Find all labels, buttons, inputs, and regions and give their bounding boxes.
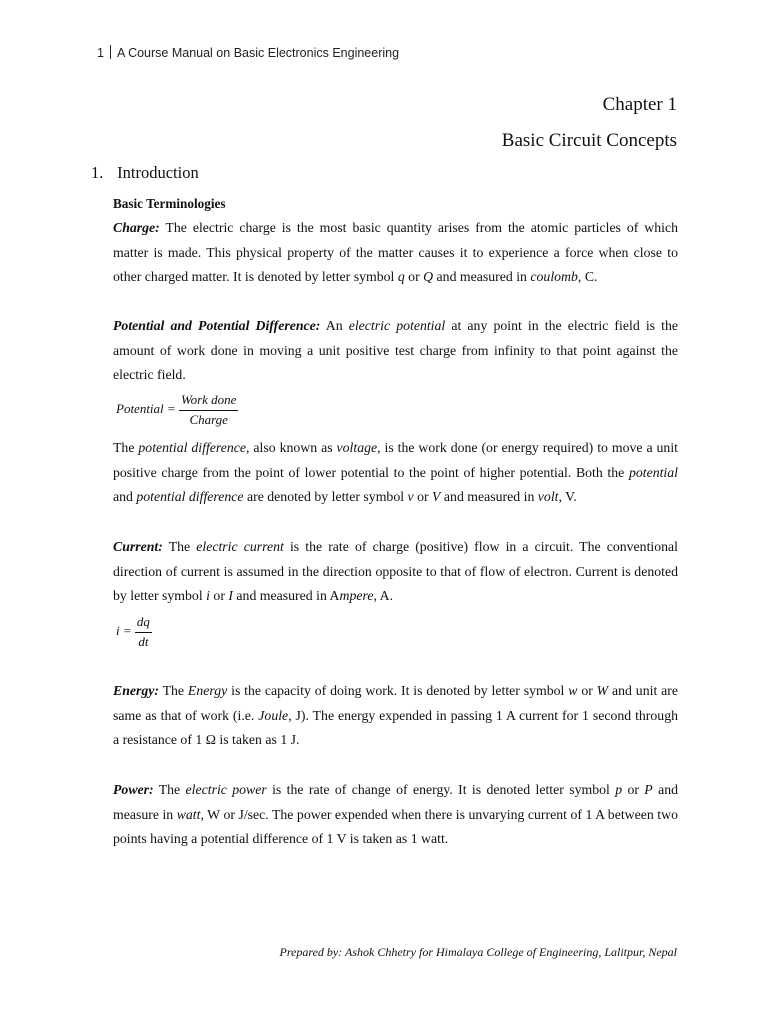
- potential-difference-paragraph: [113, 436, 678, 510]
- energy-paragraph: [113, 679, 678, 753]
- potential-equation: [116, 392, 238, 428]
- current-equation: [116, 614, 152, 650]
- potential-eq-sign: =: [163, 400, 179, 416]
- energy-term: Energy:: [113, 683, 159, 698]
- power-unit: watt: [176, 806, 201, 822]
- energy-symbol-w: w: [568, 683, 578, 698]
- current-symbol-i: i: [206, 588, 210, 603]
- pd-or: or: [413, 489, 433, 504]
- page-footer: Prepared by: Ashok Chhetry for Himalaya College of Engineering, Lalitpur, Nepal: [279, 945, 677, 959]
- current-or: or: [209, 588, 229, 603]
- energy-or: or: [577, 683, 597, 698]
- potential-paragraph: [113, 314, 678, 388]
- manual-title: A Course Manual on Basic Electronics Engineering: [116, 46, 400, 60]
- current-em-1: electric current: [196, 539, 284, 554]
- section-title: Introduction: [117, 163, 199, 182]
- current-paragraph: [113, 535, 678, 609]
- current-unit: mpere,: [339, 588, 377, 603]
- power-symbol-p: p: [615, 782, 623, 797]
- section-number: 1.: [91, 163, 104, 182]
- power-symbol-P: P: [644, 782, 653, 797]
- power-or: or: [622, 782, 645, 797]
- section-heading: [91, 163, 199, 183]
- current-eq-numerator: dq: [135, 614, 152, 633]
- pd-text-5: are denoted by letter symbol: [243, 489, 408, 504]
- pd-unit: volt,: [537, 489, 562, 504]
- charge-symbol-q: q: [397, 269, 405, 284]
- energy-text-1: The: [159, 683, 188, 698]
- energy-text-3: and unit are same as that of work (i.e.: [113, 683, 678, 723]
- pd-text-3: , is the work done (or energy required) to move a unit positive charge from the point of lower potential to the point of higher potential. Both the: [113, 440, 678, 480]
- energy-em-1: Energy: [187, 683, 228, 698]
- charge-text-1: The electric charge is the most basic quantity arises from the atomic particles of which matter is made. This physical property of the matter causes it to experience a force when close to other charged matter. It is denoted by letter symbol: [113, 220, 678, 284]
- pd-em-4: potential difference: [136, 489, 244, 504]
- energy-unit: Joule: [258, 707, 289, 723]
- power-em-1: electric power: [185, 782, 267, 797]
- energy-text-4: , J). The energy expended in passing 1 A current for 1 second through a resistance of 1 Ω is taken as 1 J.: [113, 707, 678, 747]
- current-fraction: [135, 614, 152, 650]
- current-eq-lhs: i: [116, 622, 120, 638]
- pd-em-2: voltage: [336, 440, 378, 455]
- potential-text-2: at any point in the electric field is the amount of work done in moving a unit positive test charge from infinity to that point against the electric field.: [113, 318, 678, 382]
- chapter-title: Basic Circuit Concepts: [501, 130, 677, 151]
- pd-em-1: potential difference: [138, 440, 247, 455]
- subsection-heading: [113, 192, 678, 217]
- running-header: [97, 45, 399, 60]
- potential-em-1: electric potential: [348, 318, 446, 333]
- power-text-1: The: [153, 782, 186, 797]
- header-divider: [110, 45, 111, 59]
- energy-text-2: is the capacity of doing work. It is denoted by letter symbol: [227, 683, 569, 698]
- current-text-4: A.: [376, 588, 394, 603]
- power-text-4: , W or J/sec. The power expended when there is unvarying current of 1 A between two points having a potential difference of 1 V is taken as 1 watt.: [113, 806, 678, 846]
- potential-text-1: An: [320, 318, 349, 333]
- power-text-2: is the rate of change of energy. It is denoted letter symbol: [266, 782, 616, 797]
- charge-text-2: and measured in: [433, 269, 531, 284]
- current-term: Current:: [113, 539, 163, 554]
- page-number: 1: [97, 46, 104, 60]
- pd-symbol-v: v: [407, 489, 414, 504]
- current-text-2: is the rate of charge (positive) flow in a circuit. The conventional direction of current is assumed in the direction opposite to that of flow of electron. Current is denoted by letter symbol: [113, 539, 678, 603]
- pd-symbol-V: V: [432, 489, 441, 504]
- charge-unit: coulomb: [530, 269, 578, 284]
- power-text-3: and measure in: [113, 782, 679, 822]
- pd-text-6: and measured in: [440, 489, 538, 504]
- current-eq-denominator: dt: [138, 634, 149, 649]
- pd-text-1: The: [113, 440, 139, 455]
- power-paragraph: [113, 778, 678, 852]
- potential-eq-lhs: Potential: [116, 400, 164, 416]
- pd-text-2: , also known as: [246, 440, 337, 455]
- pd-text-4: and: [113, 489, 137, 504]
- potential-eq-denominator: Charge: [189, 412, 228, 427]
- subsection-title: Basic Terminologies: [113, 196, 226, 211]
- pd-text-7: V.: [561, 489, 577, 504]
- potential-term: Potential and Potential Difference:: [113, 318, 321, 333]
- current-eq-sign: =: [119, 622, 135, 638]
- current-text-1: The: [162, 539, 197, 554]
- power-term: Power:: [113, 782, 154, 797]
- charge-text-3: , C.: [577, 269, 598, 284]
- current-symbol-I: I: [228, 588, 233, 603]
- charge-term: Charge:: [113, 220, 160, 235]
- energy-symbol-W: W: [596, 683, 609, 698]
- current-text-3: and measured in A: [232, 588, 340, 603]
- charge-paragraph: [113, 216, 678, 290]
- charge-symbol-Q: Q: [423, 269, 434, 284]
- chapter-label: Chapter 1: [602, 94, 677, 115]
- pd-em-3: potential: [628, 464, 678, 480]
- charge-or: or: [404, 269, 424, 284]
- potential-fraction: [179, 392, 239, 428]
- potential-eq-numerator: Work done: [179, 392, 239, 411]
